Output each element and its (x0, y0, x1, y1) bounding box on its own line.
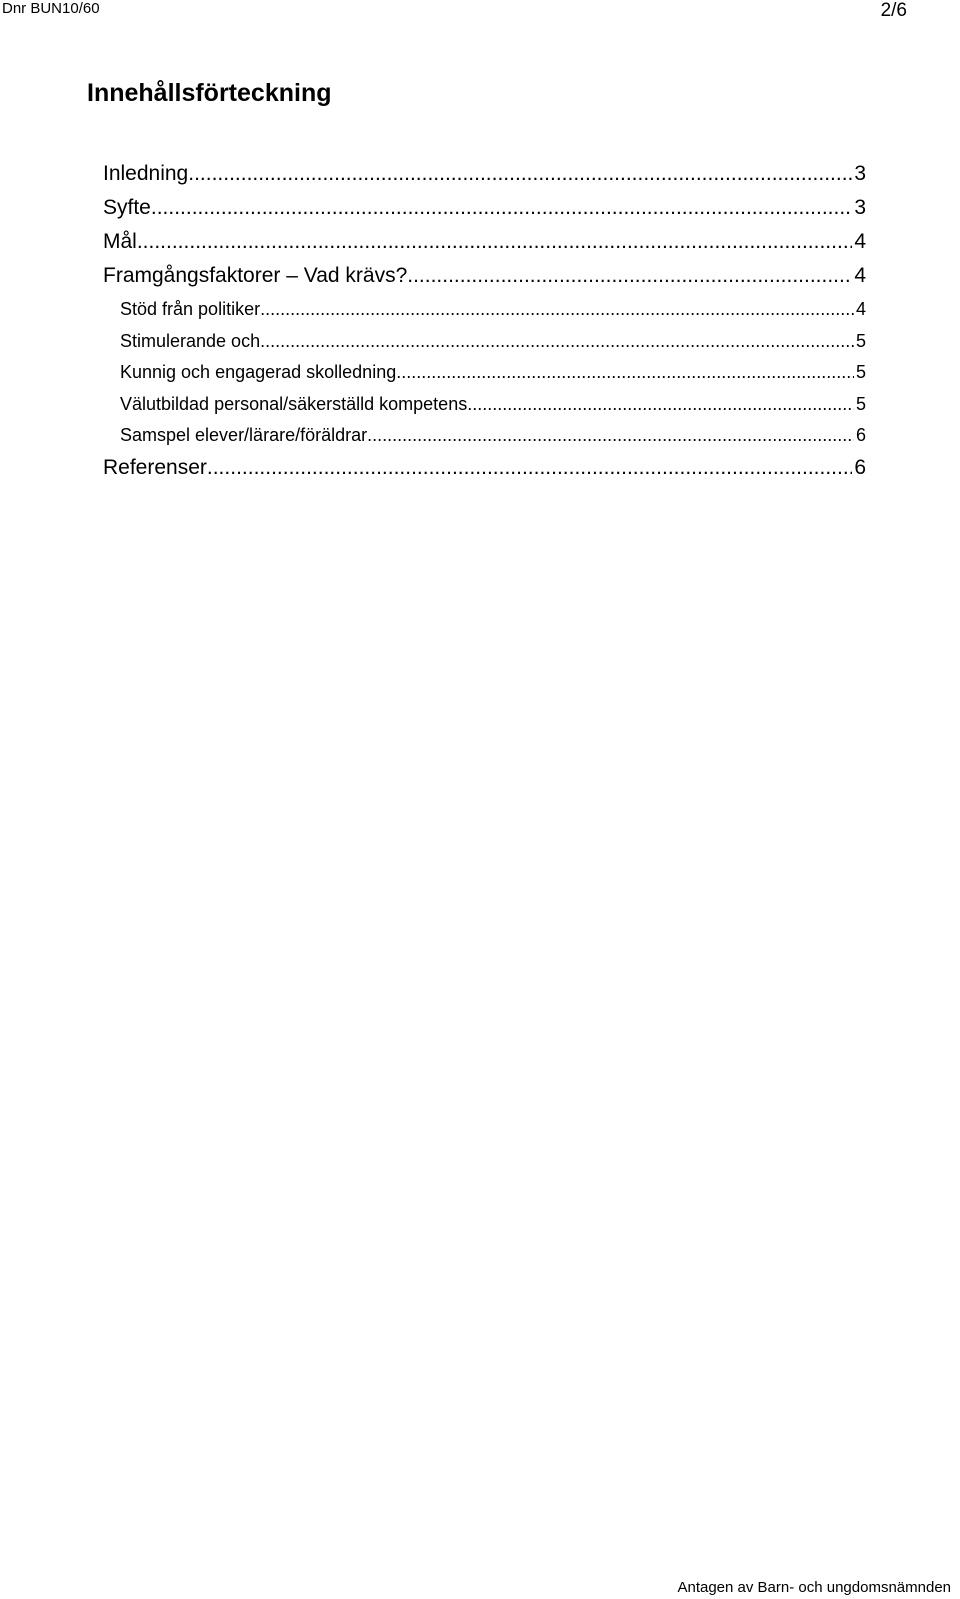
toc-entry-mal[interactable] (103, 230, 866, 254)
toc-entry-page: 6 (855, 425, 866, 445)
toc-entry-page: 3 (854, 196, 866, 219)
toc-entry-page: 6 (854, 456, 866, 479)
toc-leader-dots (260, 299, 854, 320)
toc-entry-samspel[interactable] (120, 425, 866, 446)
toc-entry-framgangsfaktorer[interactable] (103, 264, 866, 288)
toc-entry-label: Välutbildad personal/säkerställd kompetens (120, 394, 468, 414)
toc-entry-page: 5 (855, 331, 866, 351)
page-indicator: 2/6 (880, 0, 907, 21)
toc-entry-label: Mål (103, 230, 137, 253)
toc-leader-dots (396, 362, 854, 383)
toc-entry-page: 4 (854, 264, 866, 287)
toc-entry-valutbildad-personal[interactable] (120, 394, 866, 415)
toc-entry-page: 4 (854, 230, 866, 253)
toc-entry-label: Inledning (103, 162, 189, 185)
toc-entry-syfte[interactable] (103, 196, 866, 220)
toc-entry-stimulerande[interactable] (120, 331, 866, 352)
toc-entry-referenser[interactable] (103, 456, 866, 480)
footer-approval-text: Antagen av Barn- och ungdomsnämnden (677, 1579, 951, 1596)
toc-leader-dots (151, 196, 852, 220)
toc-entry-inledning[interactable] (103, 162, 866, 186)
toc-entry-label: Syfte (103, 196, 151, 219)
toc-entry-label: Framgångsfaktorer – Vad krävs? (103, 264, 408, 287)
toc-entry-page: 5 (855, 394, 866, 414)
toc-entry-page: 3 (854, 162, 866, 185)
document-number: Dnr BUN10/60 (2, 0, 100, 17)
toc-leader-dots (137, 230, 852, 254)
toc-entry-skolledning[interactable] (120, 362, 866, 383)
toc-leader-dots (188, 162, 852, 186)
toc-entry-label: Samspel elever/lärare/föräldrar (120, 425, 368, 445)
toc-leader-dots (407, 264, 852, 288)
toc-leader-dots (467, 394, 854, 415)
toc-entry-label: Referenser (103, 456, 207, 479)
toc-entry-label: Stöd från politiker (120, 299, 261, 319)
toc-entry-stod-fran-politiker[interactable] (120, 299, 866, 320)
toc-entry-label: Kunnig och engagerad skolledning (120, 362, 397, 382)
toc-entry-page: 5 (855, 362, 866, 382)
toc-leader-dots (367, 425, 854, 446)
toc-title: Innehållsförteckning (87, 79, 332, 107)
toc-leader-dots (207, 456, 852, 480)
toc-leader-dots (260, 331, 854, 352)
toc-entry-label: Stimulerande och (120, 331, 261, 351)
toc-entry-page: 4 (855, 299, 866, 319)
